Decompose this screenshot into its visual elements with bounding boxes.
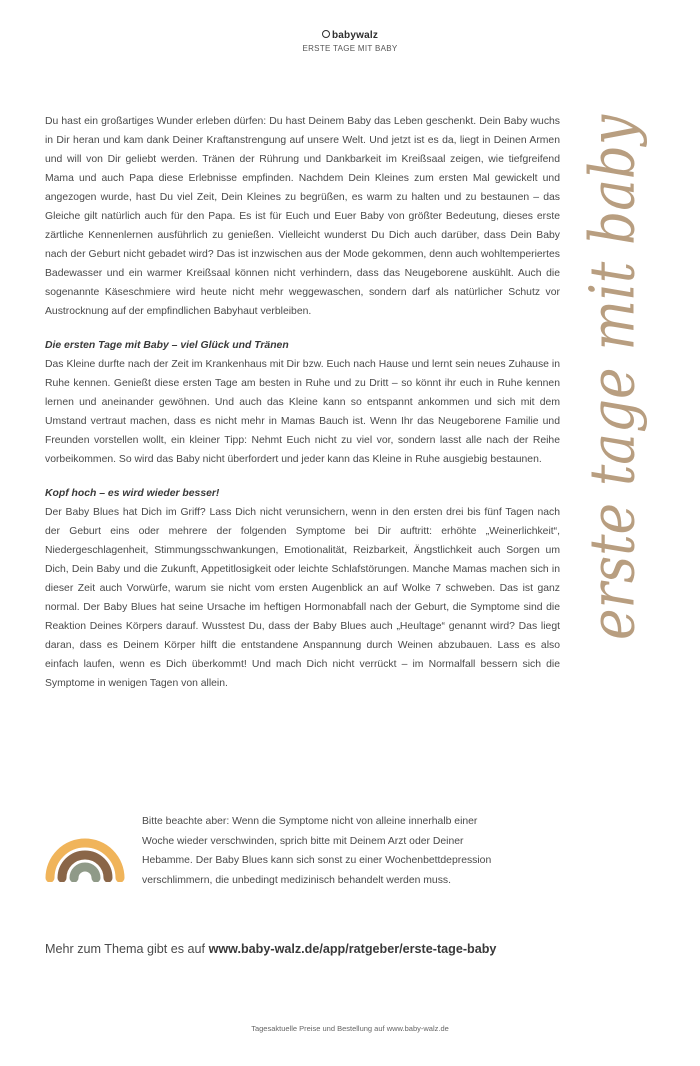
side-script-title-text: erste tage mit baby	[575, 110, 649, 640]
side-script-title	[570, 110, 665, 640]
rainbow-icon	[45, 816, 125, 882]
more-info	[45, 942, 496, 956]
important-note	[45, 812, 565, 892]
page-footer: Tagesaktuelle Preise und Bestellung auf www.baby-walz.de	[251, 1024, 449, 1033]
ratgeber-link[interactable]: www.baby-walz.de/app/ratgeber/erste-tage-baby	[208, 942, 497, 956]
brand-logo[interactable]	[0, 30, 700, 41]
note-line: Bitte beachte aber: Wenn die Symptome nicht von alleine innerhalb einer	[142, 816, 478, 827]
logo-text: babywalz	[331, 30, 379, 41]
page-header	[0, 30, 700, 53]
more-info-prefix: Mehr zum Thema gibt es auf	[45, 942, 209, 956]
note-line: Woche wieder verschwinden, sprich bitte mit Deinem Arzt oder Deiner	[142, 835, 464, 847]
section-heading-first-days: Die ersten Tage mit Baby – viel Glück und Tränen	[45, 340, 289, 351]
intro-paragraph: Du hast ein großartiges Wunder erleben dürfen: Du hast Deinem Baby das Leben geschenkt. Dein Baby wuchs in Dir heran und kam dank Deiner Kraftanstrengung auf unsere Welt. Und jetzt ist es da, liegt in Deinen Armen und will von Dir geliebt werden. Tränen der Rührung und Dankbarkeit im Kreißsaal zeigen, wie tiefgreifend Mama und auch Papa diese Erlebnisse empfinden. Nachdem Dein Kleines zum ersten Mal gewickelt und angezogen wurde, hast Du viel Zeit, Dein Kleines zu begrüßen, es warm zu halten und zu bestaunen – das Gleiche gilt natürlich auch für den Papa. Es ist für Euch und Euer Baby von größter Bedeutung, dieses erste zärtliche Kennenlernen ausführlich zu genießen. Vielleicht wunderst Du Dich auch darüber, dass Dein Baby nach der Geburt nicht gebadet wird? Das ist inzwischen aus der Mode gekommen, denn auch wohltemperiertes Badewasser und ein warmer Kreißsaal können nicht verhindern, dass das Neugeborene auskühlt. Auch die sogenannte Käseschmiere wird heute nicht mehr weggewaschen, sondern darf als natürlicher Schutz vor Austrocknung auf der empfindlichen Babyhaut verbleiben.	[45, 116, 560, 317]
section-heading-baby-blues: Kopf hoch – es wird wieder besser!	[45, 488, 220, 499]
note-text	[142, 812, 552, 890]
note-line: verschlimmern, die unbedingt medizinisch behandelt werden muss.	[142, 874, 451, 886]
article-body	[45, 112, 560, 708]
section-text-baby-blues: Der Baby Blues hat Dich im Griff? Lass Dich nicht verunsichern, wenn in den ersten drei bis fünf Tagen nach der Geburt eins oder mehrere der folgenden Symptome bei Dir auftritt: erhöhte „Weinerlichkeit“, Niedergeschlagenheit, Stimmungsschwankungen, Emotionalität, Reizbarkeit, Ängstlichkeit auch Sorgen um Dich, Dein Baby und die Zukunft, Appetitlosigkeit oder leichte Schlafstörungen. Manche Mamas machen sich in dieser Zeit auch Vorwürfe, warum sie nicht vom ersten Augenblick an auf Wolke 7 schweben. Das ist ganz normal. Der Baby Blues hat seine Ursache im heftigen Hormonabfall nach der Geburt, die Symptome sind die Reaktion Deines Körpers darauf. Wusstest Du, dass der Baby Blues auch „Heultage“ genannt wird? Das liegt daran, dass es Deinem Körper hilft die entstandene Anspannung durch Weinen abzubauen. Lass es also einfach laufen, wenn es Dich überkommt! Und mach Dich nicht verrückt – im Normalfall bessern sich die Symptome in wenigen Tagen von allein.	[45, 507, 560, 689]
note-line: Hebamme. Der Baby Blues kann sich sonst zu einer Wochenbettdepression	[142, 855, 492, 866]
header-subtitle: ERSTE TAGE MIT BABY	[302, 44, 398, 53]
section-text-first-days: Das Kleine durfte nach der Zeit im Krankenhaus mit Dir bzw. Euch nach Hause und lernt sein neues Zuhause in Ruhe kennen. Genießt diese ersten Tage am besten in Ruhe und zu Dritt – so könnt ihr euch in Ruhe kennen lernen und aneinander gewöhnen. Und auch das Kleine kann so entspannt ankommen und sich mit dem Umstand vertraut machen, dass es nicht mehr in Mamas Bauch ist. Wenn Ihr das Neugeborene Familie und Freunden vorstellen wollt, ein kleiner Tipp: Nehmt Euch nicht zu viel vor, sondern lasst alle nach der Reihe vorbeikommen. So wird das Baby nicht überfordert und jeder kann das Kleine in Ruhe ausgiebig bestaunen.	[45, 359, 560, 465]
logo-circle-icon	[322, 30, 330, 38]
